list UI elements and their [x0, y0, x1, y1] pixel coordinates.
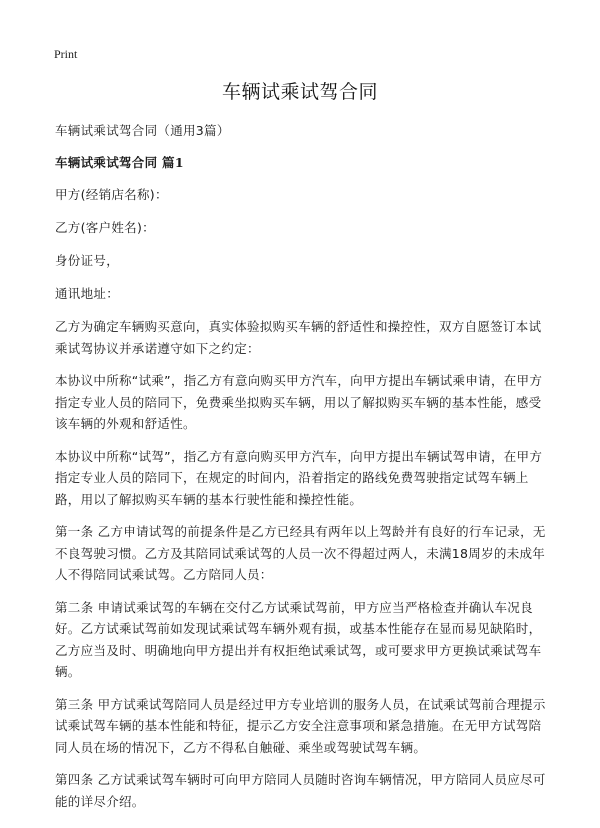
paragraph-article-2: 第二条 申请试乘试驾的车辆在交付乙方试乘试驾前，甲方应当严格检查并确认车况良好。乙方试乘试驾前如发现试乘试驾车辆外观有损，或基本性能存在显而易见缺陷时，乙方应当及时、明确地向甲方提出并有权拒绝试乘试驾，或可要求甲方更换试乘试驾车辆。 [55, 599, 542, 679]
party-b-field: 乙方(客户姓名)： [55, 220, 155, 235]
paragraph-intro: 乙方为确定车辆购买意向，真实体验拟购买车辆的舒适性和操控性，双方自愿签订本试乘试驾协议并承诺遵守如下之约定： [55, 319, 542, 356]
address-field: 通讯地址： [55, 286, 120, 301]
print-label: Print [54, 47, 78, 61]
document-title: 车辆试乘试驾合同 [221, 81, 378, 103]
paragraph-article-4: 第四条 乙方试乘试驾车辆时可向甲方陪同人员随时咨询车辆情况，甲方陪同人员应尽可能的详尽介绍。 [55, 772, 546, 809]
section-heading: 车辆试乘试驾合同 篇1 [55, 155, 184, 170]
paragraph-test-drive-definition: 本协议中所称“试驾”，指乙方有意向购买甲方汽车，向甲方提出车辆试驾申请，在甲方指定专业人员的陪同下，在规定的时间内，沿着指定的路线免费驾驶指定试驾车辆上路，用以了解拟购买车辆的基本行驶性能和操控性能。 [55, 448, 543, 507]
document-subtitle: 车辆试乘试驾合同（通用3篇） [55, 123, 230, 138]
paragraph-article-3: 第三条 甲方试乘试驾陪同人员是经过甲方专业培训的服务人员，在试乘试驾前合理提示试乘试驾车辆的基本性能和特征，提示乙方安全注意事项和紧急措施。在无甲方试驾陪同人员在场的情况下，乙方不得私自触碰、乘坐或驾驶试驾车辆。 [55, 696, 546, 755]
document-body [55, 120, 550, 823]
paragraph-article-1: 第一条 乙方申请试驾的前提条件是乙方已经具有两年以上驾龄并有良好的行车记录，无不良驾驶习惯。乙方及其陪同试乘试驾的人员一次不得超过两人，未满18周岁的未成年人不得陪同试乘试驾。乙方陪同人员： [55, 524, 546, 582]
id-number-field: 身份证号， [55, 253, 120, 268]
party-a-field: 甲方(经销店名称)： [55, 187, 168, 202]
paragraph-test-ride-definition: 本协议中所称“试乘”，指乙方有意向购买甲方汽车，向甲方提出车辆试乘申请，在甲方指定专业人员的陪同下，免费乘坐拟购买车辆，用以了解拟购买车辆的基本性能，感受该车辆的外观和舒适性。 [55, 373, 543, 431]
